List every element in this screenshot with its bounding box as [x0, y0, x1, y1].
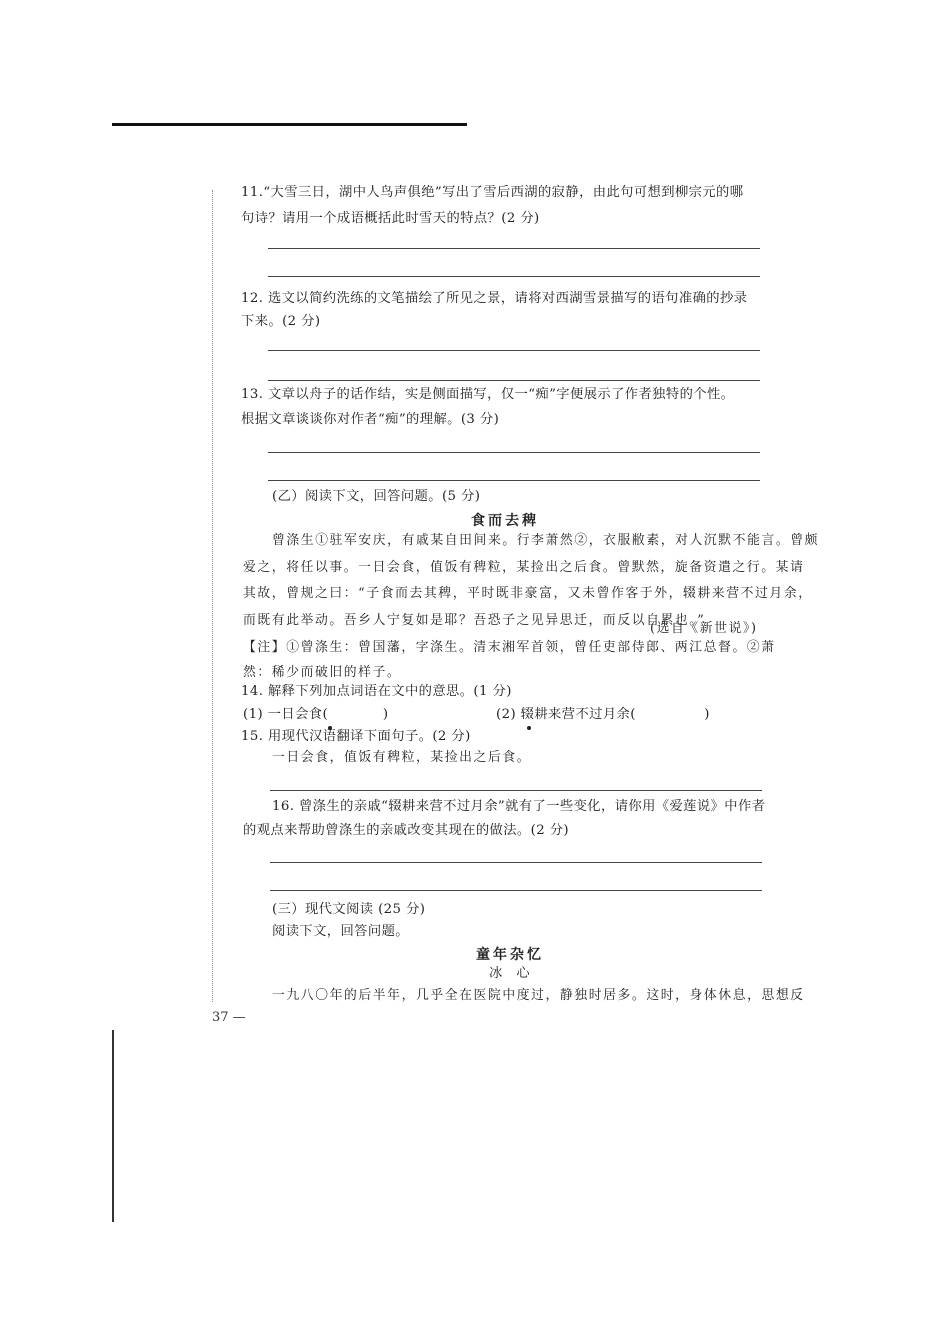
note-line2: 然：稀少而破旧的样子。 — [243, 665, 402, 680]
q15-sentence: 一日会食，值饭有稗粒，某捡出之后食。 — [272, 750, 532, 765]
note-line1: 【注】①曾涤生：曾国藩，字涤生。清末湘军首领，曾任吏部侍郎、两江总督。②萧 — [243, 640, 776, 655]
section-c-instruction: 阅读下文，回答问题。 — [272, 924, 409, 939]
passage-line-4: 而既有此举动。吾乡人宁复如是耶？吾恐子之见异思迁，而反以自累也。” — [243, 612, 706, 628]
q11-line1: 11.“大雪三日，湖中人鸟声俱绝”写出了雪后西湖的寂静，由此句可想到柳宗元的哪 — [241, 185, 744, 200]
passage-line-3: 其故，曾规之曰：“子食而去其稗，平时既非豪富，又未曾作客于外，辍耕来营不过月余， — [243, 586, 813, 601]
q15-answer-line[interactable] — [270, 790, 762, 791]
section-c-author: 冰 心 — [489, 966, 531, 981]
emphasis-dot — [527, 726, 531, 730]
q16-answer-line-1[interactable] — [270, 862, 762, 863]
passage-line-1: 曾涤生①驻军安庆，有戚某自田间来。行李萧然②，衣服敝素，对人沉默不能言。曾颇 — [272, 533, 820, 548]
section-b-heading: (乙）阅读下文，回答问题。(5 分) — [272, 489, 481, 504]
q12-answer-line-2[interactable] — [268, 380, 760, 381]
q11-answer-line-1[interactable] — [268, 248, 760, 249]
q13-answer-line-1[interactable] — [268, 452, 760, 453]
passage-source: (选自《新世说》) — [650, 621, 758, 636]
left-edge-line — [112, 1030, 114, 1222]
q11-answer-line-2[interactable] — [268, 276, 760, 277]
q14-item2: (2) 辍耕来营不过月余( ) — [496, 707, 710, 722]
binding-margin-line — [212, 190, 213, 1002]
passage-line-2: 爱之，将任以事。一日会食，值饭有稗粒，某捡出之后食。曾默然，旋备资遣之行。某请 — [243, 559, 805, 575]
q13-line1: 13. 文章以舟子的话作结，实是侧面描写，仅一“痴”字便展示了作者独特的个性。 — [241, 387, 735, 402]
q15-prompt: 15. 用现代汉语翻译下面句子。(2 分) — [241, 729, 471, 744]
section-c-heading: (三）现代文阅读 (25 分) — [272, 902, 426, 917]
q12-answer-line-1[interactable] — [268, 350, 760, 351]
q16-line1: 16. 曾涤生的亲戚“辍耕来营不过月余”就有了一些变化，请你用《爱莲说》中作者 — [272, 799, 766, 814]
q11-line2: 句诗？请用一个成语概括此时雪天的特点？(2 分) — [241, 211, 540, 226]
section-c-title: 童年杂忆 — [476, 947, 544, 963]
q16-answer-line-2[interactable] — [270, 890, 762, 891]
q14-prompt: 14. 解释下列加点词语在文中的意思。(1 分) — [241, 684, 512, 699]
q12-line1: 12. 选文以简约洗练的文笔描绘了所见之景，请将对西湖雪景描写的语句准确的抄录 — [241, 291, 748, 306]
q13-line2: 根据文章谈谈你对作者“痴”的理解。(3 分) — [241, 412, 500, 427]
top-rule — [112, 123, 467, 126]
page-number: 37 — — [212, 1010, 246, 1025]
q14-item1: (1) 一日会食( ) — [243, 707, 389, 722]
q16-line2: 的观点来帮助曾涤生的亲戚改变其现在的做法。(2 分) — [243, 823, 569, 838]
section-c-first-line: 一九八〇年的后半年，几乎全在医院中度过，静独时居多。这时，身体休息，思想反 — [272, 988, 805, 1003]
q12-line2: 下来。(2 分) — [241, 314, 321, 329]
q13-answer-line-2[interactable] — [268, 480, 760, 481]
section-b-title: 食而去稗 — [471, 513, 539, 529]
